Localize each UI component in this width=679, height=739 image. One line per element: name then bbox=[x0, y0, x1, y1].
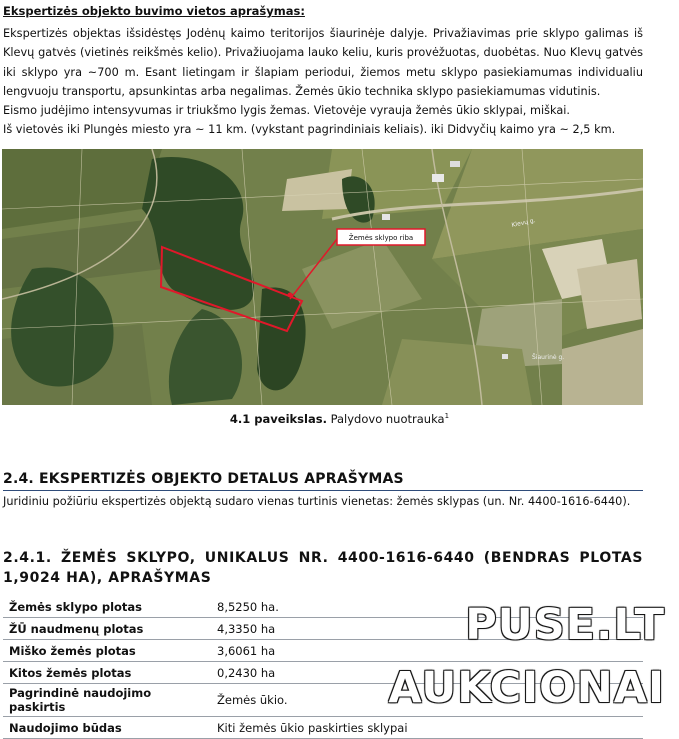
subsection-title: 2.4.1. ŽEMĖS SKLYPO, UNIKALUS NR. 4400-1616-6440 (BENDRAS PLOTAS 1,9024 HA), APRAŠYMAS bbox=[3, 550, 643, 586]
section-title: 2.4. EKSPERTIZĖS OBJEKTO DETALUS APRAŠYMAS bbox=[3, 471, 643, 491]
table-value: 4,3350 ha bbox=[211, 618, 643, 640]
caption-text: Palydovo nuotrauka bbox=[330, 412, 445, 426]
watermark-line-2: AUKCIONAI bbox=[388, 663, 665, 713]
place-label: Šiaurinė g. bbox=[532, 354, 565, 361]
table-key: Žemės sklypo plotas bbox=[3, 596, 211, 618]
intro-paragraph-1: Ekspertizės objektas išsidėstęs Jodėnų kaimo teritorijos šiaurinėje dalyje. Privažiavimas prie sklypo galimas iš Klevų gatvės (vietinės reikšmės kelio). Privažiuojama lauko keliu, kuris provėžuotas, duobėtas. Nuo Klevų gatvės iki sklypo yra ~700 m. Esant lietingam ir šlapiam periodui, žiemos metu sklypo pasiekiamumas individualiu lengvuoju transportu, apsunkintas arba negalimas. Žemės ūkio technika sklypo pasiekiamumas vidutinis. bbox=[3, 27, 643, 98]
table-key: Pagrindinė naudojimo paskirtis bbox=[3, 684, 211, 717]
table-row bbox=[3, 717, 643, 739]
table-key: Kitos žemės plotas bbox=[3, 662, 211, 684]
table-value: 0,2430 ha bbox=[211, 662, 643, 684]
satellite-map bbox=[2, 149, 643, 405]
table-value: Žemės ūkio. bbox=[211, 684, 643, 717]
watermark bbox=[388, 600, 665, 713]
location-heading: Ekspertizės objekto buvimo vietos aprašymas: bbox=[3, 4, 305, 18]
intro-paragraph-2: Eismo judėjimo intensyvumas ir triukšmo lygis žemas. Vietovėje vyrauja žemės ūkio sklypai, miškai. bbox=[3, 104, 571, 118]
satellite-photo bbox=[2, 149, 643, 405]
intro-paragraph-3: Iš vietovės iki Plungės miesto yra ~ 11 km. (vykstant pagrindiniais keliais). iki Didvyčių kaimo yra ~ 2,5 km. bbox=[3, 123, 616, 137]
table-value: 8,5250 ha. bbox=[211, 596, 643, 618]
table-key: Miško žemės plotas bbox=[3, 640, 211, 662]
table-key: ŽŪ naudmenų plotas bbox=[3, 618, 211, 640]
table-key: Naudojimo būdas bbox=[3, 717, 211, 739]
section-text: Juridiniu požiūriu ekspertizės objektą sudaro vienas turtinis vienetas: žemės sklypas (un. Nr. 4400-1616-6440). bbox=[3, 495, 631, 508]
table-value: 3,6061 ha bbox=[211, 640, 643, 662]
watermark-line-1: PUSE.LT bbox=[465, 600, 665, 650]
boundary-callout-label: Žemės sklypo riba bbox=[348, 234, 414, 242]
caption-label: 4.1 paveikslas. bbox=[229, 412, 327, 426]
figure-caption bbox=[0, 412, 679, 426]
road-label: Klevų g. bbox=[510, 217, 537, 229]
caption-footnote: 1 bbox=[444, 412, 450, 421]
location-description bbox=[3, 24, 643, 140]
table-value: Kiti žemės ūkio paskirties sklypai bbox=[211, 717, 643, 739]
